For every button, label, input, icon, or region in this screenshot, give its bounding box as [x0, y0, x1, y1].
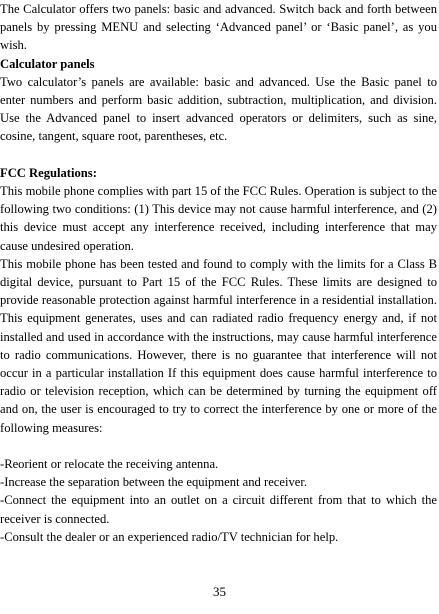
measure-item: -Consult the dealer or an experienced radio/TV technician for help.	[0, 529, 339, 544]
blank-line	[0, 437, 437, 455]
fcc-conditions-paragraph: This mobile phone complies with part 15 of the FCC Rules. Operation is subject to the following two conditions: (1) This device may not cause harmful interference, and (2) this device must accept any interference received, including interference that may cause undesired operation.	[0, 184, 437, 253]
measure-item: -Increase the separation between the equipment and receiver.	[0, 475, 307, 490]
page-number: 35	[213, 584, 226, 599]
measure-item: -Reorient or relocate the receiving antenna.	[0, 457, 219, 472]
blank-line	[0, 146, 437, 164]
measure-item: -Connect the equipment into an outlet on a circuit different from that to which the receiver is connected.	[0, 493, 437, 526]
calculator-panels-heading: Calculator panels	[0, 56, 95, 71]
intro-paragraph: The Calculator offers two panels: basic and advanced. Switch back and forth between panels by pressing MENU and selecting ‘Advanced panel’ or ‘Basic panel’, as you wish.	[0, 2, 437, 53]
fcc-heading: FCC Regulations:	[0, 165, 97, 180]
calculator-panels-paragraph: Two calculator’s panels are available: basic and advanced. Use the Basic panel to enter numbers and perform basic addition, subtraction, multiplication, and division. Use the Advanced panel to insert advanced operators or delimiters, such as sine, cosine, tangent, square root, parentheses, etc.	[0, 74, 437, 144]
fcc-class-b-paragraph: This mobile phone has been tested and found to comply with the limits for a Class B digital device, pursuant to Part 15 of the FCC Rules. These limits are designed to provide reasonable protection against harmful interference in a residential installation. This equipment generates, uses and can radiated radio frequency energy and, if not installed and used in accordance with the instructions, may cause harmful interference to radio communications. However, there is no guarantee that interference will not occur in a particular installation If this equipment does cause harmful interference to radio or television reception, which can be determined by turning the equipment off and on, the user is encouraged to try to correct the interference by one or more of the following measures:	[0, 256, 437, 435]
